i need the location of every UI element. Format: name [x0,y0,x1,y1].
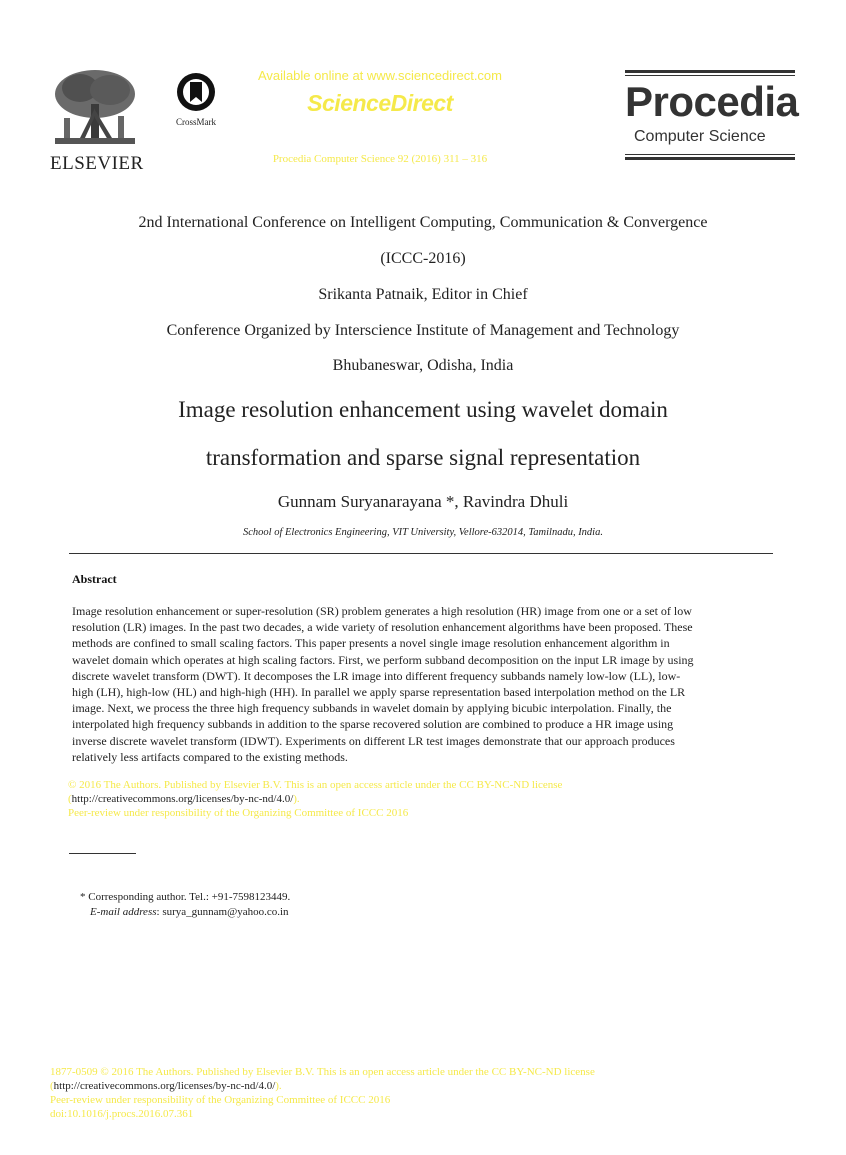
crossmark-badge[interactable] [168,72,224,127]
license-url-link[interactable]: http://creativecommons.org/licenses/by-nc-nd/4.0/ [71,793,294,805]
license-text: © 2016 The Authors. Published by Elsevier B.V. This is an open access article under the CC BY-NC-ND license [68,779,563,791]
elsevier-tree-icon [50,68,140,146]
abstract-line: high (LH), high-low (HL) and high-high (HH). In parallel we apply sparse representation based interpolation method on the LR [72,685,686,700]
footnote-rule [69,853,136,854]
procedia-bottom-rule [625,157,795,160]
abstract-body [72,603,770,765]
email-value[interactable]: : surya_gunnam@yahoo.co.in [156,906,289,918]
conference-organizer: Conference Organized by Interscience Institute of Management and Technology [166,322,680,339]
conference-acronym: (ICCC-2016) [380,250,466,267]
abstract-line: inverse discrete wavelet transform (IDWT). Experiments on different LR test images demonstrate that our approach produces [72,733,675,748]
paper-affiliation: School of Electronics Engineering, VIT University, Vellore-632014, Tamilnadu, India. [243,527,603,538]
procedia-logo [625,70,799,160]
bottom-peer-review: Peer-review under responsibility of the Organizing Committee of ICCC 2016 [50,1094,391,1106]
abstract-heading: Abstract [72,572,117,586]
bottom-copyright [50,1065,790,1121]
conference-location: Bhubaneswar, Odisha, India [332,357,514,374]
paper-authors: Gunnam Suryanarayana *, Ravindra Dhuli [277,492,569,511]
corresponding-author: * Corresponding author. Tel.: +91-7598123449. [80,891,291,903]
abstract-line: wavelet domain which operates at high scaling factors. First, we perform subband decomposition on the input LR image by using [72,652,694,667]
procedia-bottom-rule-thin [625,154,795,155]
abstract-line: image. Next, we process the three high frequency subbands in wavelet domain by applying bicubic interpolation. Finally, the [72,701,672,716]
crossmark-icon [176,72,216,112]
procedia-top-rule-thin [625,75,795,76]
bottom-paren-open: ( [50,1080,54,1092]
issn-copyright: 1877-0509 © 2016 The Authors. Published by Elsevier B.V. This is an open access article under the CC BY-NC-ND license [50,1066,595,1078]
conference-name: 2nd International Conference on Intelligent Computing, Communication & Convergence [138,214,708,231]
procedia-title: Procedia [625,78,799,125]
abstract-line: resolution (LR) images. In the past two decades, a wide variety of resolution enhancement algorithms have been proposed. These [72,620,693,635]
peer-review-text: Peer-review under responsibility of the Organizing Committee of ICCC 2016 [68,807,409,819]
abstract-line: Image resolution enhancement or super-resolution (SR) problem generates a high resolution (HR) image from one or a set of low [72,604,692,618]
header-divider [69,553,773,554]
paper-title-line-2: transformation and sparse signal representation [205,445,641,470]
paper-title-line-1: Image resolution enhancement using wavelet domain [178,397,668,422]
email-line [80,905,580,920]
sciencedirect-brand: ScienceDirect [307,90,453,116]
license-paren-open: ( [68,793,72,805]
conference-editor: Srikanta Patnaik, Editor in Chief [318,286,528,303]
journal-reference: Procedia Computer Science 92 (2016) 311 – 316 [272,153,488,165]
procedia-top-rule [625,70,795,73]
abstract-line: methods are confined to small scaling factors. This paper presents a novel single image resolution enhancement algorithm in [72,636,670,651]
footnote-block [80,890,580,920]
crossmark-label: CrossMark [176,117,216,127]
doi-text[interactable]: doi:10.1016/j.procs.2016.07.361 [50,1108,194,1120]
license-url-line [68,792,788,806]
procedia-subtitle: Computer Science [634,128,766,145]
abstract-line: discrete wavelet transform (DWT). It decomposes the LR image into different frequency subbands namely low-low (LL), low- [72,668,681,683]
license-block [68,778,788,820]
abstract-line: relatively less artifacts compared to the existing methods. [72,749,348,764]
email-label: E-mail address [90,906,157,918]
bottom-url-line [50,1079,790,1093]
publisher-name: ELSEVIER [50,153,144,174]
abstract-line: interpolated high frequency subbands in addition to the sparse recovered solution are combined to produce a HR image using [72,717,674,732]
available-online-text: Available online at www.sciencedirect.com [258,68,502,83]
elsevier-logo [50,68,144,174]
bottom-license-url-link[interactable]: http://creativecommons.org/licenses/by-nc-nd/4.0/ [53,1080,276,1092]
license-paren-close: ). [293,793,300,805]
bottom-paren-close: ). [275,1080,282,1092]
